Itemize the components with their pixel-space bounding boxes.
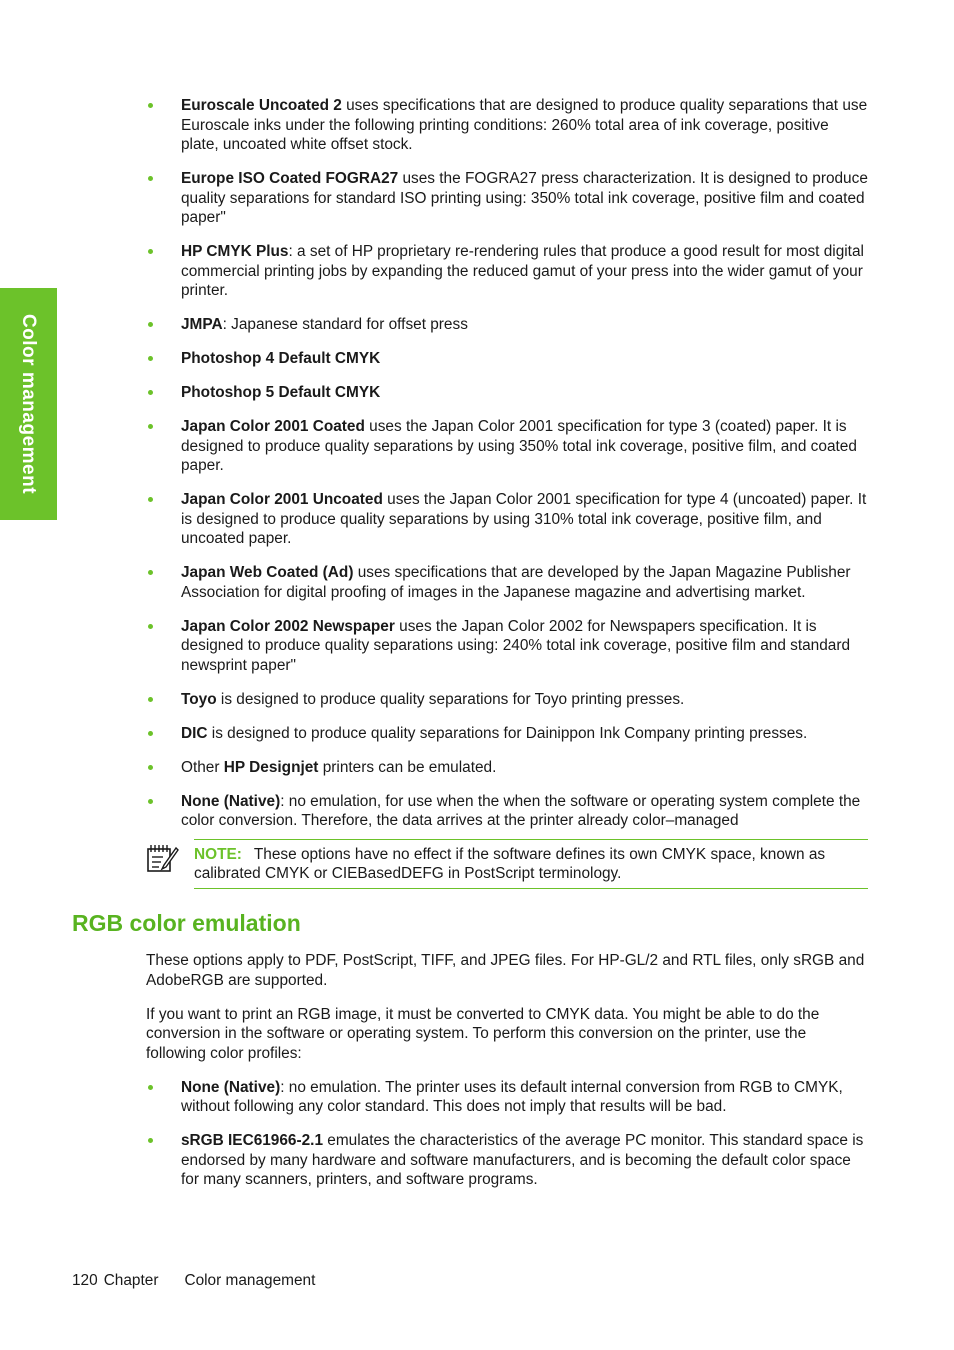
note-label: NOTE: xyxy=(194,845,242,863)
list-item xyxy=(146,96,868,155)
paragraph: These options apply to PDF, PostScript, TIFF, and JPEG files. For HP-GL/2 and RTL files, only sRGB and AdobeRGB are supported. xyxy=(146,952,865,989)
profile-term: None (Native) xyxy=(181,1078,281,1096)
profile-description: : no emulation. The printer uses its default internal conversion from RGB to CMYK, without following any color standard. This does not imply that results will be bad. xyxy=(181,1078,843,1115)
emulation-description: uses the Japan Color 2001 specification for type 4 (uncoated) paper. It is designed to produce quality separations by using 310% total ink coverage, positive film, and uncoated paper. xyxy=(181,491,867,547)
list-item xyxy=(146,417,868,476)
emulation-term: JMPA xyxy=(181,316,223,333)
list-item xyxy=(146,315,868,335)
page-footer xyxy=(72,1271,315,1291)
emulation-term: None (Native) xyxy=(181,792,281,810)
emulation-term: Euroscale Uncoated 2 xyxy=(181,97,342,114)
list-item xyxy=(146,792,868,831)
chapter-title: Color management xyxy=(184,1272,316,1289)
cmyk-emulation-list xyxy=(146,96,868,831)
page-number: 120 xyxy=(72,1272,98,1289)
emulation-description: is designed to produce quality separations for Dainippon Ink Company printing presses. xyxy=(207,724,808,742)
emulation-term: HP Designjet xyxy=(223,758,319,776)
emulation-description: printers can be emulated. xyxy=(318,758,497,776)
emulation-term: DIC xyxy=(181,724,208,742)
list-item xyxy=(146,349,868,369)
list-item xyxy=(146,242,868,301)
emulation-description: : no emulation, for use when the when the software or operating system complete the color conversion. Therefore, the data arrives at the printer already color–managed xyxy=(181,792,861,829)
list-item xyxy=(146,617,868,676)
emulation-term: Toyo xyxy=(181,690,217,708)
emulation-description: : a set of HP proprietary re-rendering rules that produce a good result for most digital commercial printing jobs by expanding the reduced gamut of your press into the wider gamut of your printer. xyxy=(181,243,864,299)
list-item xyxy=(146,490,868,549)
list-item xyxy=(146,563,868,602)
list-item xyxy=(146,169,868,228)
note-text: These options have no effect if the software defines its own CMYK space, known as calibrated CMYK or CIEBasedDEFG in PostScript terminology. xyxy=(194,845,826,882)
list-item xyxy=(146,758,868,778)
profile-term: sRGB IEC61966-2.1 xyxy=(181,1132,324,1149)
emulation-description: is designed to produce quality separations for Toyo printing presses. xyxy=(216,690,685,708)
emulation-term: Japan Color 2001 Uncoated xyxy=(181,491,383,508)
list-item xyxy=(146,724,868,744)
chapter-side-tab xyxy=(0,288,57,520)
main-content xyxy=(146,96,868,889)
section-heading-rgb: RGB color emulation xyxy=(72,910,301,936)
note-block xyxy=(146,839,868,889)
emulation-description: : Japanese standard for offset press xyxy=(222,316,468,333)
emulation-description: uses the Japan Color 2002 for Newspapers specification. It is designed to produce quality separations using: 240% total ink coverage, positive film and standard newsprint paper" xyxy=(181,617,851,674)
emulation-term: Europe ISO Coated FOGRA27 xyxy=(181,170,399,187)
emulation-term: Japan Color 2001 Coated xyxy=(181,418,365,435)
emulation-description: uses the Japan Color 2001 specification for type 3 (coated) paper. It is designed to produce quality separations by using 350% total ink coverage, positive film, and coated paper. xyxy=(181,418,857,474)
rgb-section-body xyxy=(146,951,868,1204)
emulation-prefix: Other xyxy=(181,758,224,776)
rgb-profile-list xyxy=(146,1078,868,1190)
emulation-term: HP CMYK Plus xyxy=(181,243,289,260)
profile-description: emulates the characteristics of the average PC monitor. This standard space is endorsed by many hardware and software manufacturers, and is becoming the default color space for many scanners, printers, and software programs. xyxy=(181,1132,864,1188)
note-pad-icon xyxy=(146,843,180,873)
list-item xyxy=(146,690,868,710)
chapter-label: Chapter xyxy=(103,1272,159,1289)
list-item xyxy=(146,1078,868,1117)
list-item xyxy=(146,1131,868,1190)
chapter-side-tab-label: Color management xyxy=(18,313,39,495)
emulation-term: Photoshop 5 Default CMYK xyxy=(181,384,381,401)
paragraph: If you want to print an RGB image, it must be converted to CMYK data. You might be able to do the conversion in the software or operating system. To perform this conversion on the printer, use the following color profiles: xyxy=(146,1005,820,1062)
emulation-term: Photoshop 4 Default CMYK xyxy=(181,350,381,367)
emulation-description: uses the FOGRA27 press characterization. It is designed to produce quality separations for standard ISO printing using: 350% total ink coverage, positive film and coated paper" xyxy=(181,170,868,226)
note-box xyxy=(194,839,868,889)
list-item xyxy=(146,383,868,403)
emulation-term: Japan Color 2002 Newspaper xyxy=(181,617,395,635)
emulation-term: Japan Web Coated (Ad) xyxy=(181,564,354,581)
emulation-description: uses specifications that are developed by the Japan Magazine Publisher Association for digital proofing of images in the Japanese magazine and advertising market. xyxy=(181,564,851,601)
emulation-description: uses specifications that are designed to produce quality separations that use Euroscale inks under the following printing conditions: 260% total area of ink coverage, positive plate, uncoated white offset stock. xyxy=(181,97,868,153)
